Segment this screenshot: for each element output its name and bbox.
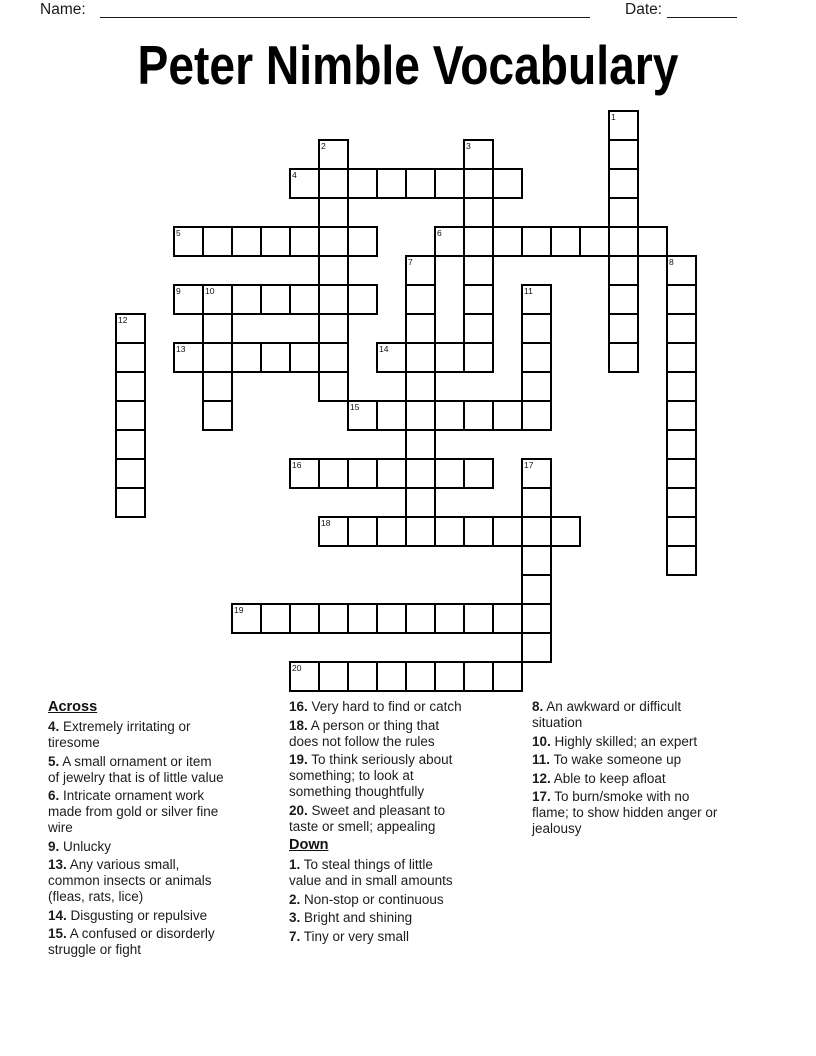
grid-cell-r5c7[interactable]	[318, 255, 349, 286]
grid-cell-r6c19[interactable]	[666, 284, 697, 315]
clue-16-line-1: 16. Very hard to find or catch	[289, 699, 462, 714]
clue-19-line-2: something; to look at	[289, 768, 414, 783]
cell-number: 14	[379, 344, 389, 354]
grid-cell-r19c6[interactable]	[289, 661, 320, 692]
clue-number: 18.	[289, 717, 308, 733]
grid-cell-r9c14[interactable]	[521, 371, 552, 402]
clue-20-line-1: 20. Sweet and pleasant to	[289, 802, 446, 818]
grid-cell-r19c10[interactable]	[405, 661, 436, 692]
grid-cell-r7c14[interactable]	[521, 313, 552, 344]
grid-cell-r12c7[interactable]	[318, 458, 349, 489]
clue-19-line-1: 19. To think seriously about	[289, 752, 453, 767]
grid-cell-r3c12[interactable]	[463, 197, 494, 228]
clue-19	[289, 752, 462, 800]
clue-number: 11.	[532, 752, 551, 767]
clue-8-line-1: 8. An awkward or difficult	[532, 699, 682, 714]
grid-cell-r6c5[interactable]	[260, 284, 291, 315]
grid-cell-r17c8[interactable]	[347, 603, 378, 634]
grid-cell-r13c14[interactable]	[521, 487, 552, 518]
grid-cell-r12c6[interactable]	[289, 458, 320, 489]
clues-heading-down: Down	[289, 837, 329, 853]
grid-cell-r11c10[interactable]	[405, 429, 436, 460]
grid-cell-r8c4[interactable]	[231, 342, 262, 373]
grid-cell-r6c4[interactable]	[231, 284, 262, 315]
cell-number: 10	[205, 286, 215, 296]
clue-6	[48, 788, 224, 836]
grid-cell-r11c19[interactable]	[666, 429, 697, 460]
grid-cell-r12c14[interactable]	[521, 458, 552, 489]
grid-cell-r11c0[interactable]	[115, 429, 146, 460]
grid-cell-r10c12[interactable]	[463, 400, 494, 431]
cell-number: 1	[611, 112, 616, 122]
grid-cell-r6c10[interactable]	[405, 284, 436, 315]
grid-cell-r8c3[interactable]	[202, 342, 233, 373]
cell-number: 4	[292, 170, 297, 180]
grid-cell-r4c12[interactable]	[463, 226, 494, 257]
clue-number: 9.	[48, 838, 60, 854]
grid-cell-r8c11[interactable]	[434, 342, 465, 373]
clue-8	[532, 699, 717, 731]
clue-15-line-1: 15. A confused or disorderly	[48, 926, 215, 941]
grid-cell-r10c9[interactable]	[376, 400, 407, 431]
grid-cell-r15c14[interactable]	[521, 545, 552, 576]
clue-3	[289, 910, 462, 926]
grid-cell-r7c19[interactable]	[666, 313, 697, 344]
grid-cell-r6c3[interactable]	[202, 284, 233, 315]
clue-number: 14.	[48, 907, 67, 923]
grid-cell-r12c0[interactable]	[115, 458, 146, 489]
grid-cell-r10c8[interactable]	[347, 400, 378, 431]
grid-cell-r8c6[interactable]	[289, 342, 320, 373]
grid-cell-r10c11[interactable]	[434, 400, 465, 431]
clue-17	[532, 789, 717, 837]
grid-cell-r4c5[interactable]	[260, 226, 291, 257]
grid-cell-r9c0[interactable]	[115, 371, 146, 402]
grid-cell-r4c7[interactable]	[318, 226, 349, 257]
grid-cell-r7c17[interactable]	[608, 313, 639, 344]
grid-cell-r5c12[interactable]	[463, 255, 494, 286]
grid-cell-r14c14[interactable]	[521, 516, 552, 547]
grid-cell-r4c15[interactable]	[550, 226, 581, 257]
grid-cell-r4c16[interactable]	[579, 226, 610, 257]
cell-number: 16	[292, 460, 302, 470]
grid-cell-r8c2[interactable]	[173, 342, 204, 373]
clue-7	[289, 929, 462, 945]
cell-number: 6	[437, 228, 442, 238]
grid-cell-r19c7[interactable]	[318, 661, 349, 692]
grid-cell-r5c19[interactable]	[666, 255, 697, 286]
grid-cell-r4c13[interactable]	[492, 226, 523, 257]
grid-cell-r17c9[interactable]	[376, 603, 407, 634]
grid-cell-r17c10[interactable]	[405, 603, 436, 634]
clue-number: 20.	[289, 802, 308, 818]
grid-cell-r6c14[interactable]	[521, 284, 552, 315]
grid-cell-r17c11[interactable]	[434, 603, 465, 634]
grid-cell-r7c10[interactable]	[405, 313, 436, 344]
clue-number: 8.	[532, 699, 544, 714]
grid-cell-r2c13[interactable]	[492, 168, 523, 199]
clue-17-line-1: 17. To burn/smoke with no	[532, 789, 690, 804]
grid-cell-r12c12[interactable]	[463, 458, 494, 489]
grid-cell-r9c19[interactable]	[666, 371, 697, 402]
clue-12-line-1: 12. Able to keep afloat	[532, 770, 666, 786]
clue-number: 4.	[48, 719, 60, 734]
grid-cell-r12c19[interactable]	[666, 458, 697, 489]
grid-cell-r17c13[interactable]	[492, 603, 523, 634]
clue-2-line-1: 2. Non-stop or continuous	[289, 891, 444, 907]
clue-17-line-2: flame; to show hidden anger or	[532, 805, 718, 820]
clue-6-line-1: 6. Intricate ornament work	[48, 788, 205, 803]
grid-cell-r2c7[interactable]	[318, 168, 349, 199]
clue-1-line-2: value and in small amounts	[289, 873, 453, 888]
grid-cell-r14c11[interactable]	[434, 516, 465, 547]
cell-number: 12	[118, 315, 128, 325]
clue-6-line-3: wire	[48, 820, 73, 835]
grid-cell-r10c13[interactable]	[492, 400, 523, 431]
grid-cell-r13c19[interactable]	[666, 487, 697, 518]
grid-cell-r19c11[interactable]	[434, 661, 465, 692]
date-input-line[interactable]	[667, 0, 737, 18]
grid-cell-r17c12[interactable]	[463, 603, 494, 634]
clue-11	[532, 752, 717, 768]
cell-number: 2	[321, 141, 326, 151]
grid-cell-r7c3[interactable]	[202, 313, 233, 344]
clue-10	[532, 734, 717, 750]
grid-cell-r8c7[interactable]	[318, 342, 349, 373]
grid-cell-r12c9[interactable]	[376, 458, 407, 489]
clue-13-line-3: (fleas, rats, lice)	[48, 889, 144, 904]
grid-cell-r4c2[interactable]	[173, 226, 204, 257]
grid-cell-r2c11[interactable]	[434, 168, 465, 199]
grid-cell-r2c10[interactable]	[405, 168, 436, 199]
clue-number: 15.	[48, 926, 67, 941]
clue-13	[48, 857, 224, 905]
grid-cell-r6c2[interactable]	[173, 284, 204, 315]
clue-3-line-1: 3. Bright and shining	[289, 910, 413, 925]
grid-cell-r3c7[interactable]	[318, 197, 349, 228]
grid-cell-r3c17[interactable]	[608, 197, 639, 228]
clue-number: 3.	[289, 910, 301, 925]
cell-number: 7	[408, 257, 413, 267]
grid-cell-r6c17[interactable]	[608, 284, 639, 315]
grid-cell-r4c18[interactable]	[637, 226, 668, 257]
grid-cell-r14c9[interactable]	[376, 516, 407, 547]
cell-number: 20	[292, 663, 302, 673]
clue-number: 17.	[532, 789, 551, 804]
grid-cell-r10c3[interactable]	[202, 400, 233, 431]
clue-12	[532, 771, 717, 787]
grid-cell-r6c6[interactable]	[289, 284, 320, 315]
grid-cell-r14c13[interactable]	[492, 516, 523, 547]
clue-number: 13.	[48, 857, 67, 872]
clue-number: 16.	[289, 699, 308, 714]
grid-cell-r19c13[interactable]	[492, 661, 523, 692]
clue-14	[48, 908, 224, 924]
grid-cell-r19c8[interactable]	[347, 661, 378, 692]
clue-13-line-2: common insects or animals	[48, 873, 212, 888]
grid-cell-r8c12[interactable]	[463, 342, 494, 373]
grid-cell-r6c12[interactable]	[463, 284, 494, 315]
grid-cell-r12c8[interactable]	[347, 458, 378, 489]
grid-cell-r1c7[interactable]	[318, 139, 349, 170]
cell-number: 13	[176, 344, 186, 354]
grid-cell-r9c10[interactable]	[405, 371, 436, 402]
clue-10-line-1: 10. Highly skilled; an expert	[532, 733, 698, 749]
clue-5-line-2: of jewelry that is of little value	[48, 769, 224, 785]
grid-cell-r4c17[interactable]	[608, 226, 639, 257]
cell-number: 18	[321, 518, 331, 528]
grid-cell-r14c8[interactable]	[347, 516, 378, 547]
grid-cell-r7c7[interactable]	[318, 313, 349, 344]
clue-14-line-1: 14. Disgusting or repulsive	[48, 907, 208, 923]
page-title: Peter Nimble Vocabulary	[137, 34, 679, 96]
clue-4-line-1: 4. Extremely irritating or	[48, 719, 191, 734]
clue-19-line-3: something thoughtfully	[289, 784, 425, 799]
clue-20-line-2: taste or smell; appealing	[289, 818, 436, 834]
cell-number: 5	[176, 228, 181, 238]
grid-cell-r9c7[interactable]	[318, 371, 349, 402]
grid-cell-r17c4[interactable]	[231, 603, 262, 634]
clue-17-line-3: jealousy	[532, 821, 582, 836]
cell-number: 19	[234, 605, 244, 615]
grid-cell-r17c6[interactable]	[289, 603, 320, 634]
grid-cell-r6c8[interactable]	[347, 284, 378, 315]
grid-cell-r4c3[interactable]	[202, 226, 233, 257]
clue-20	[289, 803, 462, 835]
cell-number: 8	[669, 257, 674, 267]
clue-1-line-1: 1. To steal things of little	[289, 857, 433, 872]
grid-cell-r0c17[interactable]	[608, 110, 639, 141]
clue-8-line-2: situation	[532, 715, 583, 730]
clue-1	[289, 857, 462, 889]
grid-cell-r2c8[interactable]	[347, 168, 378, 199]
clue-column-2	[289, 699, 462, 947]
grid-cell-r16c14[interactable]	[521, 574, 552, 605]
cell-number: 3	[466, 141, 471, 151]
grid-cell-r4c4[interactable]	[231, 226, 262, 257]
grid-cell-r4c14[interactable]	[521, 226, 552, 257]
grid-cell-r8c14[interactable]	[521, 342, 552, 373]
grid-cell-r12c11[interactable]	[434, 458, 465, 489]
date-label: Date:	[625, 1, 663, 18]
grid-cell-r17c5[interactable]	[260, 603, 291, 634]
grid-cell-r19c9[interactable]	[376, 661, 407, 692]
grid-cell-r7c12[interactable]	[463, 313, 494, 344]
clue-7-line-1: 7. Tiny or very small	[289, 928, 410, 944]
grid-cell-r7c0[interactable]	[115, 313, 146, 344]
grid-cell-r4c6[interactable]	[289, 226, 320, 257]
grid-cell-r14c19[interactable]	[666, 516, 697, 547]
grid-cell-r8c17[interactable]	[608, 342, 639, 373]
grid-cell-r17c14[interactable]	[521, 603, 552, 634]
grid-cell-r8c5[interactable]	[260, 342, 291, 373]
clue-number: 6.	[48, 788, 60, 803]
clue-15	[48, 926, 224, 958]
grid-cell-r14c7[interactable]	[318, 516, 349, 547]
name-label: Name:	[40, 1, 86, 18]
clue-4	[48, 719, 224, 751]
cell-number: 17	[524, 460, 534, 470]
clue-9	[48, 839, 224, 855]
clue-number: 10.	[532, 733, 551, 749]
grid-cell-r14c12[interactable]	[463, 516, 494, 547]
grid-cell-r10c0[interactable]	[115, 400, 146, 431]
clue-5-line-1: 5. A small ornament or item	[48, 753, 212, 769]
grid-cell-r8c10[interactable]	[405, 342, 436, 373]
clue-18-line-1: 18. A person or thing that	[289, 717, 440, 733]
clue-number: 12.	[532, 770, 551, 786]
grid-cell-r17c7[interactable]	[318, 603, 349, 634]
grid-cell-r9c3[interactable]	[202, 371, 233, 402]
grid-cell-r14c15[interactable]	[550, 516, 581, 547]
grid-cell-r6c7[interactable]	[318, 284, 349, 315]
grid-cell-r2c17[interactable]	[608, 168, 639, 199]
clue-6-line-2: made from gold or silver fine	[48, 804, 219, 819]
grid-cell-r19c12[interactable]	[463, 661, 494, 692]
grid-cell-r2c12[interactable]	[463, 168, 494, 199]
grid-cell-r1c12[interactable]	[463, 139, 494, 170]
cell-number: 11	[524, 286, 533, 296]
grid-cell-r13c0[interactable]	[115, 487, 146, 518]
grid-cell-r10c10[interactable]	[405, 400, 436, 431]
grid-cell-r8c9[interactable]	[376, 342, 407, 373]
cell-number: 9	[176, 286, 181, 296]
clues-heading-across: Across	[48, 699, 98, 715]
clue-column-1	[48, 699, 224, 961]
grid-cell-r8c19[interactable]	[666, 342, 697, 373]
clue-11-line-1: 11. To wake someone up	[532, 752, 682, 767]
grid-cell-r4c8[interactable]	[347, 226, 378, 257]
grid-cell-r5c17[interactable]	[608, 255, 639, 286]
clue-number: 7.	[289, 928, 301, 944]
clue-13-line-1: 13. Any various small,	[48, 857, 180, 872]
clue-number: 2.	[289, 891, 301, 907]
clue-15-line-2: struggle or fight	[48, 942, 142, 957]
clue-9-line-1: 9. Unlucky	[48, 838, 112, 854]
grid-cell-r12c10[interactable]	[405, 458, 436, 489]
grid-cell-r13c10[interactable]	[405, 487, 436, 518]
clue-18	[289, 718, 462, 750]
clue-number: 1.	[289, 857, 301, 872]
cell-number: 15	[350, 402, 360, 412]
grid-cell-r2c9[interactable]	[376, 168, 407, 199]
clue-5	[48, 754, 224, 786]
grid-cell-r10c14[interactable]	[521, 400, 552, 431]
name-input-line[interactable]	[100, 0, 590, 18]
clue-4-line-2: tiresome	[48, 735, 100, 750]
grid-cell-r10c19[interactable]	[666, 400, 697, 431]
grid-cell-r4c11[interactable]	[434, 226, 465, 257]
clue-column-3	[532, 699, 717, 840]
grid-cell-r5c10[interactable]	[405, 255, 436, 286]
grid-cell-r1c17[interactable]	[608, 139, 639, 170]
grid-cell-r8c0[interactable]	[115, 342, 146, 373]
grid-cell-r14c10[interactable]	[405, 516, 436, 547]
clue-number: 19.	[289, 752, 308, 767]
grid-cell-r18c14[interactable]	[521, 632, 552, 663]
clue-18-line-2: does not follow the rules	[289, 733, 435, 749]
clue-16	[289, 699, 462, 715]
clue-2	[289, 892, 462, 908]
grid-cell-r2c6[interactable]	[289, 168, 320, 199]
grid-cell-r15c19[interactable]	[666, 545, 697, 576]
clue-number: 5.	[48, 753, 60, 769]
